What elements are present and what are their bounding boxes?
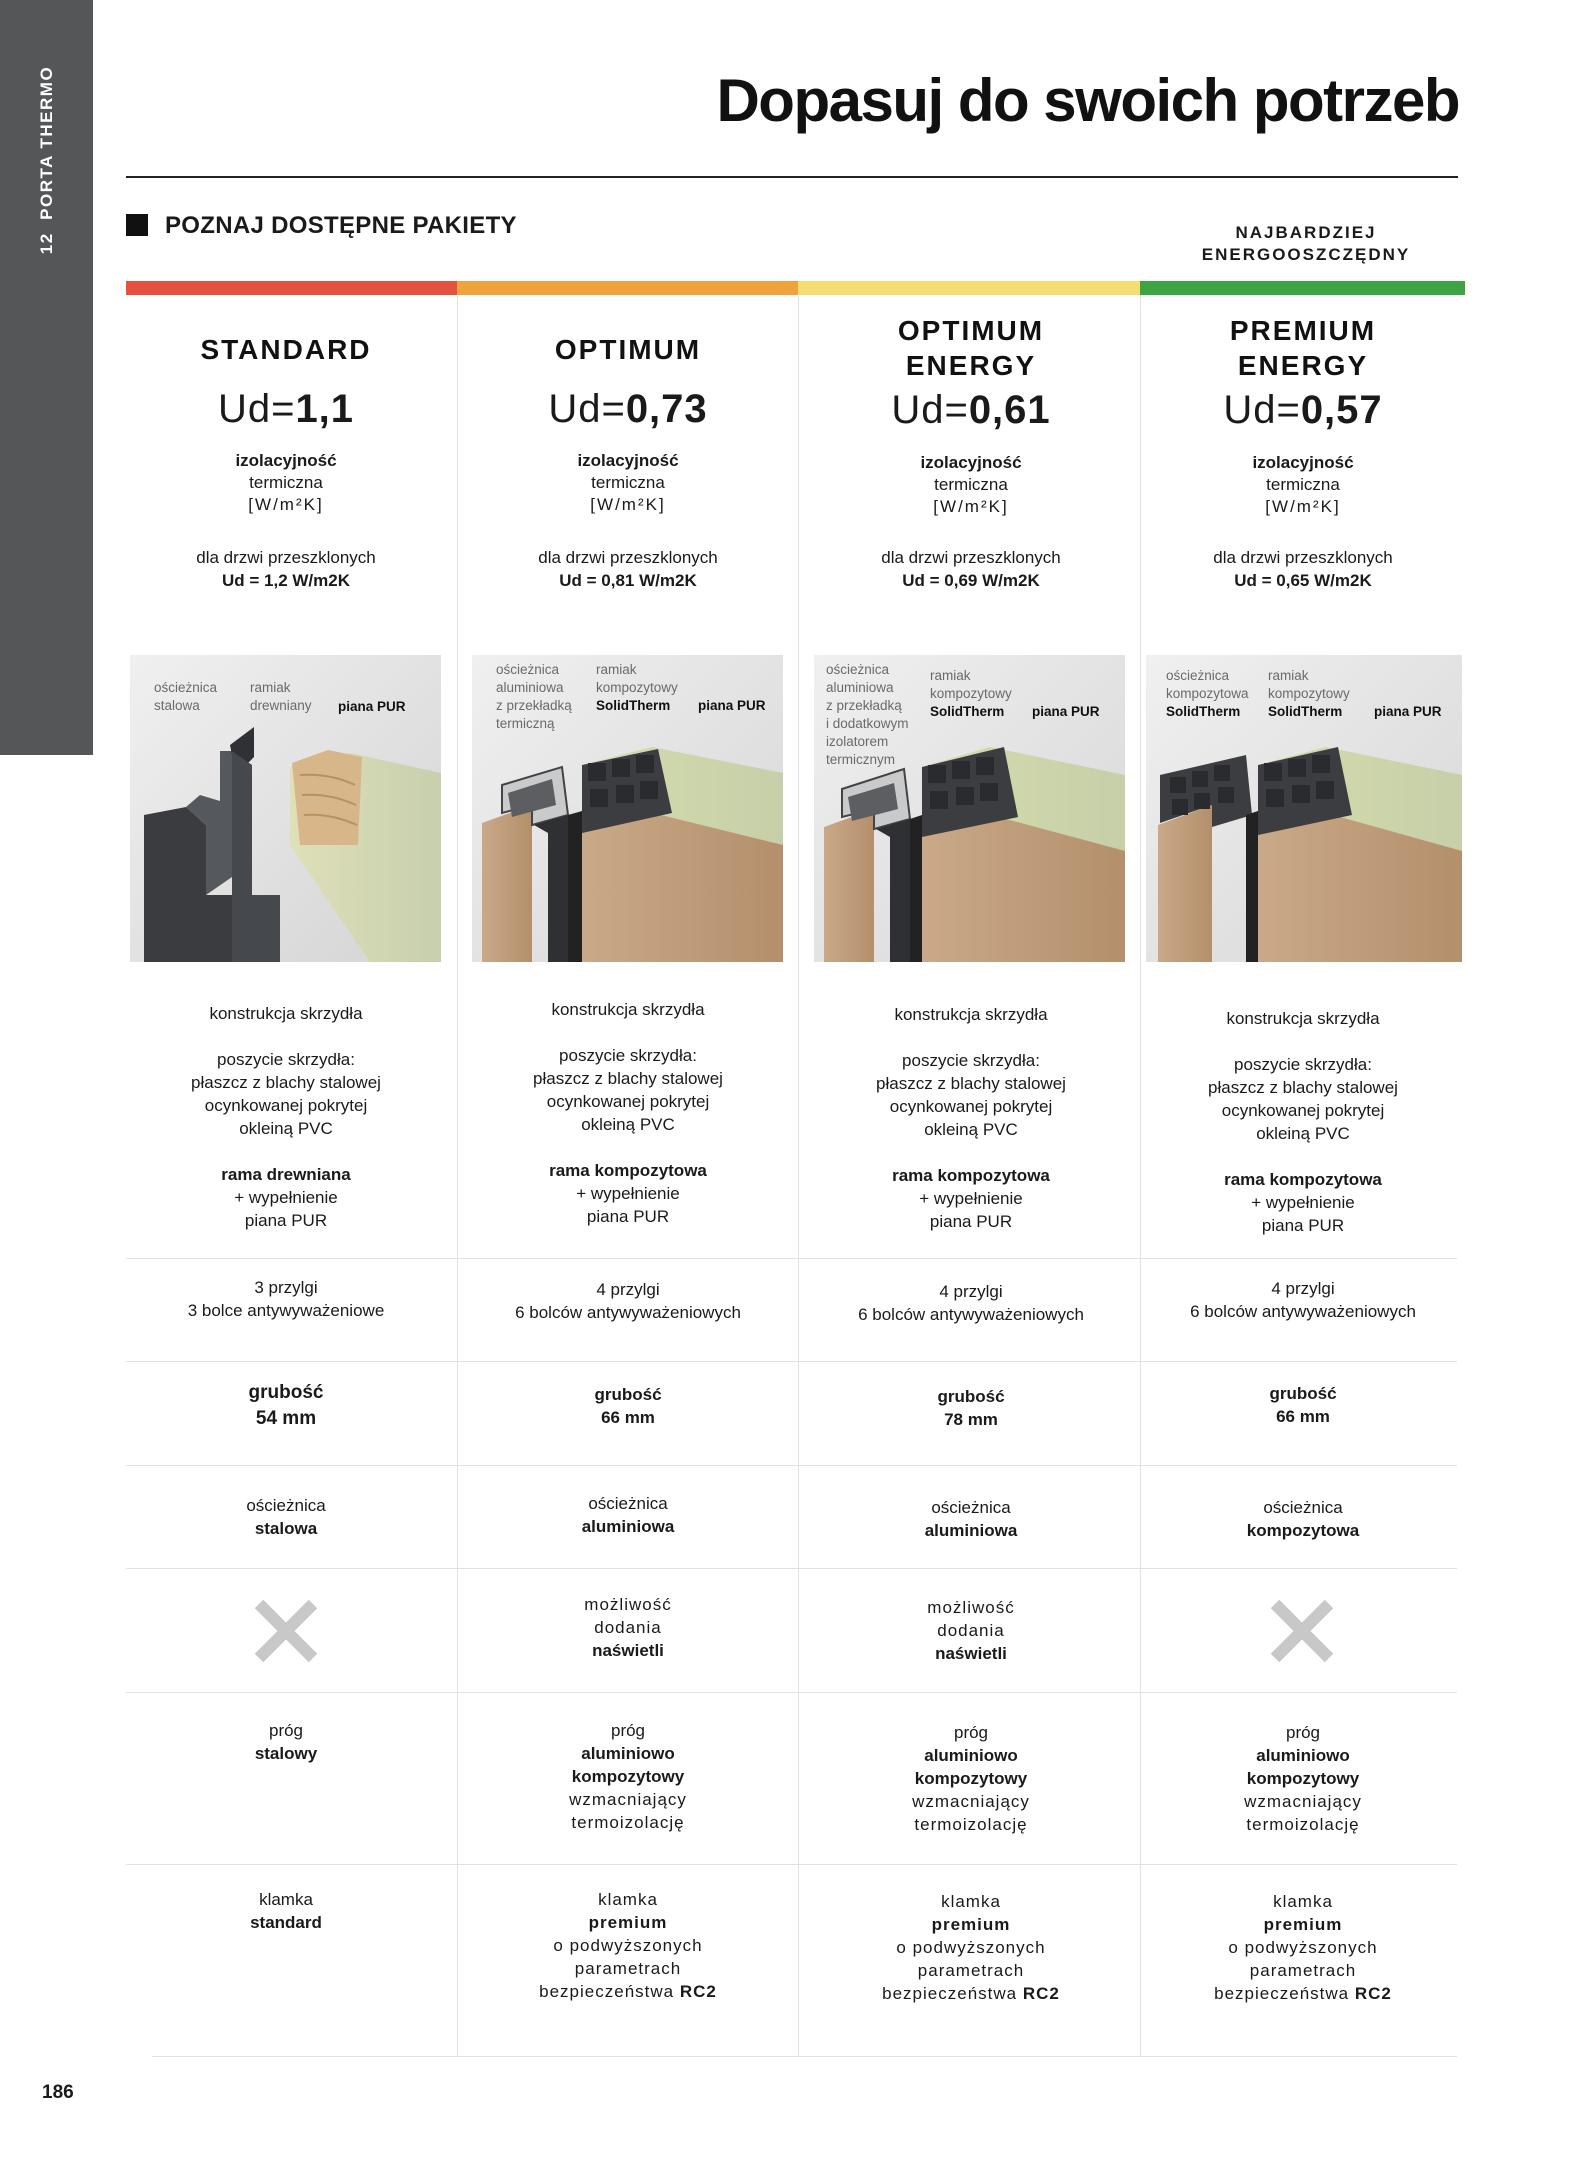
threshold-standard: próg stalowy bbox=[254, 1721, 318, 1763]
row-divider bbox=[126, 1361, 1457, 1362]
column-divider bbox=[1140, 295, 1141, 2056]
callout-frame: ościeżnica aluminiowa z przekładką i dodatkowym izolatorem termicznym bbox=[826, 662, 909, 767]
not-available-x-icon bbox=[1267, 1596, 1337, 1666]
callout-frame: ościeżnica stalowa bbox=[154, 680, 218, 713]
thickness-standard: grubość 54 mm bbox=[248, 1382, 324, 1429]
row-divider bbox=[126, 1258, 1457, 1259]
glazed-door-value: dla drzwi przeszklonych Ud = 0,69 W/m2K bbox=[881, 548, 1061, 590]
handle-premium-energy: klamka premium o podwyższonych parametrach bezpieczeństwa RC2 bbox=[1214, 1892, 1392, 2003]
column-divider bbox=[457, 295, 458, 2056]
callout-frame: ościeżnica aluminiowa z przekładką termiczną bbox=[496, 662, 572, 731]
title-divider bbox=[126, 176, 1458, 178]
frame-optimum-energy: ościeżnica aluminiowa bbox=[924, 1498, 1018, 1540]
insulation-label: izolacyjność termiczna [W/m²K] bbox=[1252, 453, 1354, 516]
color-bar-optimum-energy bbox=[798, 281, 1140, 295]
callout-foam: piana PUR bbox=[1032, 704, 1100, 719]
ud-value: Ud=0,57 bbox=[1223, 388, 1383, 432]
insulation-label: izolacyjność termiczna [W/m²K] bbox=[235, 451, 337, 514]
transom-optimum-energy: możliwość dodania naświetli bbox=[927, 1598, 1015, 1663]
row-divider bbox=[126, 1692, 1457, 1693]
handle-optimum: klamka premium o podwyższonych parametrach bezpieczeństwa RC2 bbox=[539, 1890, 717, 2001]
construction-text: konstrukcja skrzydła poszycie skrzydła: płaszcz z blachy stalowej ocynkowanej pokrytej okleiną PVC rama kompozytowa + wypełnienie piana PUR bbox=[533, 1000, 723, 1226]
column-divider bbox=[798, 295, 799, 2056]
energy-badge: NAJBARDZIEJ ENERGOOSZCZĘDNY bbox=[1201, 223, 1411, 264]
package-name: OPTIMUM bbox=[554, 334, 702, 365]
threshold-optimum-energy: próg aluminiowo kompozytowy wzmacniający termoizolację bbox=[912, 1723, 1030, 1834]
section-square-icon bbox=[126, 214, 148, 236]
side-tab-label: 12 PORTA THERMO bbox=[37, 65, 56, 255]
thickness-premium-energy: grubość 66 mm bbox=[1269, 1384, 1337, 1426]
ud-value: Ud=1,1 bbox=[217, 387, 355, 431]
threshold-premium-energy: próg aluminiowo kompozytowy wzmacniający termoizolację bbox=[1244, 1723, 1362, 1834]
color-bar-optimum bbox=[457, 281, 798, 295]
callout-sash: ramiak kompozytowy SolidTherm bbox=[1268, 668, 1350, 719]
cross-section-image-optimum bbox=[472, 655, 783, 962]
callout-frame: ościeżnica kompozytowa SolidTherm bbox=[1166, 668, 1249, 719]
seals-standard: 3 przylgi 3 bolce antywyważeniowe bbox=[187, 1278, 385, 1320]
section-heading: POZNAJ DOSTĘPNE PAKIETY bbox=[165, 212, 517, 239]
package-name: OPTIMUM ENERGY bbox=[897, 315, 1045, 381]
page-number: 186 bbox=[42, 2082, 74, 2103]
threshold-optimum: próg aluminiowo kompozytowy wzmacniający termoizolację bbox=[569, 1721, 687, 1832]
frame-optimum: ościeżnica aluminiowa bbox=[581, 1494, 675, 1536]
thickness-optimum: grubość 66 mm bbox=[594, 1385, 662, 1427]
seals-optimum-energy: 4 przylgi 6 bolców antywyważeniowych bbox=[858, 1282, 1084, 1324]
callout-foam: piana PUR bbox=[338, 699, 406, 714]
cross-section-image-premium-energy bbox=[1146, 655, 1462, 962]
not-available-x-icon bbox=[251, 1596, 321, 1666]
side-tab bbox=[0, 0, 93, 755]
ud-value: Ud=0,61 bbox=[891, 388, 1051, 432]
glazed-door-value: dla drzwi przeszklonych Ud = 0,65 W/m2K bbox=[1213, 548, 1393, 590]
color-bar-standard bbox=[126, 281, 457, 295]
construction-text: konstrukcja skrzydła poszycie skrzydła: płaszcz z blachy stalowej ocynkowanej pokrytej okleiną PVC rama kompozytowa + wypełnienie piana PUR bbox=[876, 1005, 1066, 1231]
callout-foam: piana PUR bbox=[1374, 704, 1442, 719]
cross-section-image-optimum-energy bbox=[814, 655, 1125, 962]
row-divider bbox=[126, 1568, 1457, 1569]
glazed-door-value: dla drzwi przeszklonych Ud = 0,81 W/m2K bbox=[538, 548, 718, 590]
ud-value: Ud=0,73 bbox=[548, 387, 708, 431]
handle-standard: klamka standard bbox=[250, 1890, 322, 1932]
page-title: Dopasuj do swoich potrzeb bbox=[716, 67, 1459, 134]
handle-optimum-energy: klamka premium o podwyższonych parametrach bezpieczeństwa RC2 bbox=[882, 1892, 1060, 2003]
transom-optimum: możliwość dodania naświetli bbox=[584, 1595, 672, 1660]
row-divider bbox=[126, 1864, 1457, 1865]
glazed-door-value: dla drzwi przeszklonych Ud = 1,2 W/m2K bbox=[196, 548, 376, 590]
insulation-label: izolacyjność termiczna [W/m²K] bbox=[920, 453, 1022, 516]
frame-standard: ościeżnica stalowa bbox=[246, 1496, 326, 1538]
row-divider bbox=[126, 1465, 1457, 1466]
callout-foam: piana PUR bbox=[698, 698, 766, 713]
construction-text: konstrukcja skrzydła poszycie skrzydła: płaszcz z blachy stalowej ocynkowanej pokrytej okleiną PVC rama drewniana + wypełnienie piana PUR bbox=[191, 1004, 381, 1230]
construction-text: konstrukcja skrzydła poszycie skrzydła: płaszcz z blachy stalowej ocynkowanej pokrytej okleiną PVC rama kompozytowa + wypełnienie piana PUR bbox=[1208, 1009, 1398, 1235]
callout-sash: ramiak drewniany bbox=[250, 680, 312, 713]
row-divider bbox=[152, 2056, 1457, 2057]
cross-section-image-standard bbox=[130, 655, 441, 962]
frame-premium-energy: ościeżnica kompozytowa bbox=[1246, 1498, 1360, 1540]
seals-premium-energy: 4 przylgi 6 bolców antywyważeniowych bbox=[1190, 1279, 1416, 1321]
callout-sash: ramiak kompozytowy SolidTherm bbox=[596, 662, 678, 713]
seals-optimum: 4 przylgi 6 bolców antywyważeniowych bbox=[515, 1280, 741, 1322]
thickness-optimum-energy: grubość 78 mm bbox=[937, 1387, 1005, 1429]
insulation-label: izolacyjność termiczna [W/m²K] bbox=[577, 451, 679, 514]
package-name: PREMIUM ENERGY bbox=[1229, 315, 1377, 381]
color-bar-premium-energy bbox=[1140, 281, 1465, 295]
package-name: STANDARD bbox=[200, 334, 372, 365]
callout-sash: ramiak kompozytowy SolidTherm bbox=[930, 668, 1012, 719]
